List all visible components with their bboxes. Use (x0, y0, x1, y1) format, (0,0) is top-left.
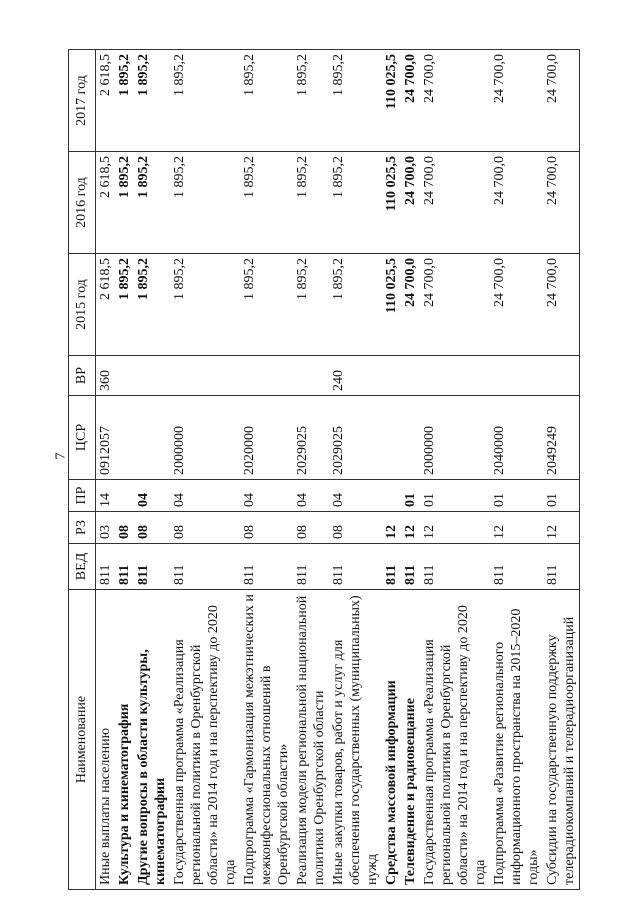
cell-pr: 04 (293, 480, 329, 512)
cell-ved: 811 (401, 544, 420, 590)
cell-2016: 110 025,5 (382, 152, 401, 254)
cell-rz: 12 (382, 512, 401, 544)
cell-2016: 24 700,0 (490, 152, 543, 254)
cell-csr: 2000000 (420, 396, 490, 480)
header-2016: 2016 год (69, 152, 96, 254)
cell-2015: 1 895,2 (170, 254, 240, 356)
cell-pr: 01 (401, 480, 420, 512)
table-row (134, 50, 170, 890)
table-row (240, 50, 293, 890)
table-row (490, 50, 543, 890)
cell-rz: 12 (401, 512, 420, 544)
header-ved: ВЕД (69, 544, 96, 590)
cell-ved: 811 (170, 544, 240, 590)
cell-name: Подпрограмма «Гармонизация межэтнических и межконфессиональных отношений в Оренбургской области» (240, 590, 293, 890)
cell-pr: 01 (490, 480, 543, 512)
header-vr: ВР (69, 356, 96, 396)
cell-rz: 08 (134, 512, 170, 544)
cell-2015: 2 618,5 (96, 254, 116, 356)
cell-pr (115, 480, 134, 512)
table-row (115, 50, 134, 890)
cell-csr (382, 396, 401, 480)
cell-vr (490, 356, 543, 396)
cell-2015: 110 025,5 (382, 254, 401, 356)
rotated-page-content (68, 50, 600, 890)
cell-ved: 811 (134, 544, 170, 590)
table-row (96, 50, 116, 890)
cell-rz: 08 (329, 512, 382, 544)
cell-2015: 1 895,2 (134, 254, 170, 356)
cell-ved: 811 (96, 544, 116, 590)
cell-2017: 24 700,0 (420, 50, 490, 152)
cell-vr (382, 356, 401, 396)
cell-csr (134, 396, 170, 480)
header-rz: РЗ (69, 512, 96, 544)
cell-ved: 811 (293, 544, 329, 590)
cell-2015: 24 700,0 (401, 254, 420, 356)
cell-vr (543, 356, 580, 396)
header-2017: 2017 год (69, 50, 96, 152)
cell-2016: 24 700,0 (543, 152, 580, 254)
cell-2016: 24 700,0 (420, 152, 490, 254)
cell-rz: 12 (543, 512, 580, 544)
cell-csr: 0912057 (96, 396, 116, 480)
cell-ved: 811 (543, 544, 580, 590)
cell-vr: 240 (329, 356, 382, 396)
cell-csr: 2000000 (170, 396, 240, 480)
table-row (382, 50, 401, 890)
cell-2015: 24 700,0 (420, 254, 490, 356)
header-2015: 2015 год (69, 254, 96, 356)
cell-2016: 1 895,2 (329, 152, 382, 254)
cell-2017: 1 895,2 (134, 50, 170, 152)
cell-rz: 08 (170, 512, 240, 544)
table-row (170, 50, 240, 890)
cell-2016: 1 895,2 (240, 152, 293, 254)
header-csr: ЦСР (69, 396, 96, 480)
cell-2016: 1 895,2 (170, 152, 240, 254)
table-row (329, 50, 382, 890)
cell-pr: 04 (134, 480, 170, 512)
cell-2015: 1 895,2 (115, 254, 134, 356)
cell-pr: 14 (96, 480, 116, 512)
cell-name: Иные выплаты населению (96, 590, 116, 890)
cell-csr: 2029025 (329, 396, 382, 480)
cell-2015: 1 895,2 (240, 254, 293, 356)
cell-ved: 811 (382, 544, 401, 590)
cell-name: Подпрограмма «Развитие регионального информационного пространства на 2015–2020 годы» (490, 590, 543, 890)
cell-name: Средства массовой информации (382, 590, 401, 890)
cell-vr (401, 356, 420, 396)
header-pr: ПР (69, 480, 96, 512)
cell-vr (115, 356, 134, 396)
table-header-row (69, 50, 96, 890)
cell-2017: 110 025,5 (382, 50, 401, 152)
cell-name: Государственная программа «Реализация региональной политики в Оренбургской области» на 2014 год и на перспективу до 2020 года (420, 590, 490, 890)
cell-rz: 08 (293, 512, 329, 544)
cell-rz: 12 (420, 512, 490, 544)
cell-csr: 2020000 (240, 396, 293, 480)
cell-rz: 08 (115, 512, 134, 544)
cell-vr (420, 356, 490, 396)
cell-pr: 01 (420, 480, 490, 512)
cell-vr: 360 (96, 356, 116, 396)
cell-2017: 24 700,0 (490, 50, 543, 152)
cell-ved: 811 (240, 544, 293, 590)
cell-rz: 08 (240, 512, 293, 544)
cell-2017: 24 700,0 (543, 50, 580, 152)
table-row (401, 50, 420, 890)
cell-2015: 24 700,0 (490, 254, 543, 356)
cell-csr: 2049249 (543, 396, 580, 480)
cell-2016: 1 895,2 (134, 152, 170, 254)
cell-ved: 811 (329, 544, 382, 590)
cell-pr: 01 (543, 480, 580, 512)
cell-ved: 811 (490, 544, 543, 590)
cell-2017: 24 700,0 (401, 50, 420, 152)
header-name: Наименование (69, 590, 96, 890)
table-row (293, 50, 329, 890)
table-row (420, 50, 490, 890)
cell-pr (382, 480, 401, 512)
cell-vr (170, 356, 240, 396)
page-number: 7 (53, 452, 69, 460)
cell-rz: 03 (96, 512, 116, 544)
cell-name: Реализация модели региональной национальной политики Оренбургской области (293, 590, 329, 890)
cell-2017: 2 618,5 (96, 50, 116, 152)
cell-pr: 04 (240, 480, 293, 512)
cell-ved: 811 (420, 544, 490, 590)
cell-name: Государственная программа «Реализация региональной политики в Оренбургской области» на 2014 год и на перспективу до 2020 года (170, 590, 240, 890)
cell-vr (134, 356, 170, 396)
cell-vr (240, 356, 293, 396)
cell-ved: 811 (115, 544, 134, 590)
cell-2017: 1 895,2 (170, 50, 240, 152)
cell-2017: 1 895,2 (329, 50, 382, 152)
cell-name: Субсидии на государственную поддержку телерадиокомпаний и телерадиоорганизаций (543, 590, 580, 890)
cell-csr: 2029025 (293, 396, 329, 480)
cell-2015: 1 895,2 (329, 254, 382, 356)
cell-2015: 24 700,0 (543, 254, 580, 356)
cell-2017: 1 895,2 (115, 50, 134, 152)
cell-csr: 2040000 (490, 396, 543, 480)
cell-vr (293, 356, 329, 396)
cell-2016: 2 618,5 (96, 152, 116, 254)
budget-table (68, 49, 580, 890)
cell-2016: 1 895,2 (293, 152, 329, 254)
cell-pr: 04 (329, 480, 382, 512)
cell-csr (401, 396, 420, 480)
cell-name: Иные закупки товаров, работ и услуг для обеспечения государственных (муниципальных) нужд (329, 590, 382, 890)
table-row (543, 50, 580, 890)
cell-2016: 1 895,2 (115, 152, 134, 254)
cell-csr (115, 396, 134, 480)
cell-2017: 1 895,2 (240, 50, 293, 152)
cell-name: Культура и кинематография (115, 590, 134, 890)
cell-2015: 1 895,2 (293, 254, 329, 356)
cell-pr: 04 (170, 480, 240, 512)
cell-2016: 24 700,0 (401, 152, 420, 254)
table-body (96, 50, 580, 890)
cell-name: Телевидение и радиовещание (401, 590, 420, 890)
cell-name: Другие вопросы в области культуры, кинематографии (134, 590, 170, 890)
cell-rz: 12 (490, 512, 543, 544)
cell-2017: 1 895,2 (293, 50, 329, 152)
